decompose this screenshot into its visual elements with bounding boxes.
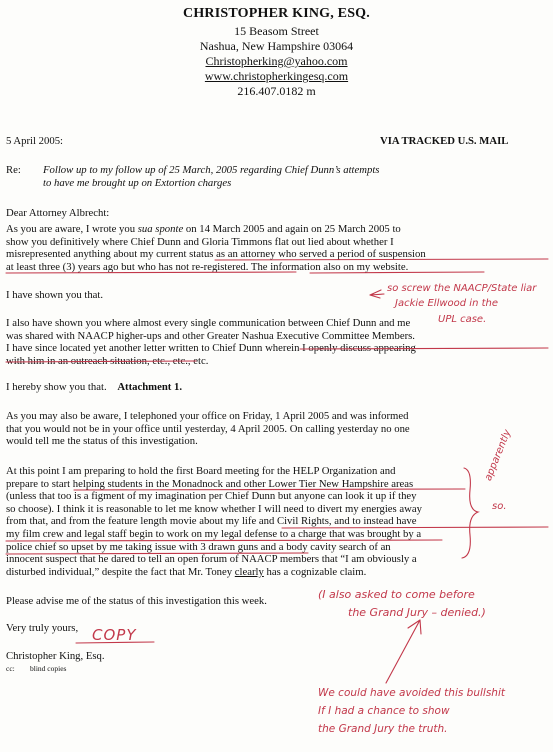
re-label: Re:	[6, 164, 21, 176]
handwritten-note-1-line-3: UPL case.	[438, 314, 487, 325]
letterhead-website-link[interactable]: www.christopherkingesq.com	[204, 69, 349, 83]
handwritten-copy-signature: COPY	[92, 626, 137, 644]
paragraph-6-line-1: At this point I am preparing to hold the first Board meeting for the HELP Organization and	[6, 465, 396, 477]
paragraph-1-line-2: show you definitively where Chief Dunn and Gloria Timmons flat out lied about whether I	[6, 235, 394, 248]
p6-line9-underlined: clearly	[234, 565, 264, 578]
p6-line9-start: disturbed individual,” despite the fact that Mr. Toney	[6, 565, 235, 578]
paragraph-3-line-1: I also have shown you where almost every single communication between Chief Dunn and me	[6, 317, 411, 329]
handwritten-note-4-line-1: We could have avoided this bullshit	[318, 687, 505, 699]
cc-label: cc:	[6, 664, 15, 673]
p1-line1-italic: sua sponte	[137, 223, 184, 235]
paragraph-6-line-3: (unless that too is a figment of my imagination per Chief Dunn but anyone can look it up if they	[6, 490, 417, 503]
paragraph-1-line-4: at least three (3) years ago but who has not re-registered. The information also on my website.	[6, 260, 409, 273]
re-line-2: to have me brought up on Extortion charges	[43, 177, 232, 189]
paragraph-4	[6, 381, 182, 394]
letterhead-phone: 216.407.0182 m	[237, 84, 316, 98]
handwritten-note-2-line-2: so.	[492, 501, 507, 512]
paragraph-6-line-7: police chief so upset by me taking issue with 3 drawn guns and a body cavity search of an	[6, 540, 391, 553]
re-line-1: Follow up to my follow up of 25 March, 2005 regarding Chief Dunn’s attempts	[43, 164, 380, 176]
signer-name: Christopher King, Esq.	[6, 650, 105, 662]
paragraph-6-line-6: my film crew and legal staff begin to work on my legal defense to a charge that was brought by a	[6, 527, 422, 540]
paragraph-7: Please advise me of the status of this investigation this week.	[6, 595, 267, 607]
paragraph-3-line-3: I have since located yet another letter written to Chief Dunn wherein I openly discuss appearing	[6, 342, 416, 355]
paragraph-2: I have shown you that.	[6, 289, 104, 301]
paragraph-6-line-5: from that, and from the feature length movie about my life and Civil Rights, and to instead have	[6, 515, 417, 528]
arrow-to-note-4	[386, 620, 421, 683]
handwritten-note-3-line-1: (I also asked to come before	[318, 588, 475, 601]
paragraph-1	[6, 223, 546, 273]
handwritten-note-3-line-2: the Grand Jury – denied.)	[348, 606, 486, 619]
letterhead-name: CHRISTOPHER KING, ESQ.	[183, 6, 370, 21]
paragraph-5-line-3: would tell me the status of this investigation.	[6, 435, 198, 448]
handwritten-note-2-line-1: apparently	[482, 428, 514, 483]
delivery-method: VIA TRACKED U.S. MAIL	[380, 135, 509, 147]
paragraph-4-text: I hereby show you that.	[6, 381, 107, 393]
letterhead-street: 15 Beasom Street	[234, 24, 319, 38]
p6-line9-end: has a cognizable claim.	[263, 565, 367, 578]
paragraph-3-line-4: with him in an outreach situation, etc., etc., etc.	[6, 354, 209, 367]
letter-date: 5 April 2005:	[6, 135, 64, 147]
arrow-to-note-1	[370, 290, 384, 298]
attachment-label: Attachment 1.	[117, 381, 183, 393]
closing: Very truly yours,	[6, 622, 79, 634]
p1-line1-start: As you are aware, I wrote you	[6, 223, 138, 235]
paragraph-6-line-8: innocent suspect that he dared to tell an open forum of NAACP members that “I am obviously a	[6, 553, 417, 566]
handwritten-note-1-line-2: Jackie Ellwood in the	[395, 298, 498, 309]
paragraph-1-line-3: misrepresented anything about my current status as an attorney who served a period of suspension	[6, 248, 426, 261]
paragraph-6-line-2: prepare to start helping students in the Monadnock and other Lower Tier New Hampshire areas	[6, 477, 414, 490]
paragraph-6-line-4: so choose). I think it is reasonable to let me know whether I will need to divert my energies away	[6, 502, 422, 515]
paragraph-3-line-2: was shared with NAACP higher-ups and other Greater Nashua Executive Committee Members.	[6, 329, 415, 342]
paragraph-1-line-1	[6, 223, 546, 236]
paragraph-6	[6, 465, 546, 578]
paragraph-5-line-1: As you may also be aware, I telephoned your office on Friday, 1 April 2005 and was informed	[6, 410, 409, 422]
cc-value: blind copies	[30, 664, 67, 673]
handwritten-note-4-line-2: If I had a chance to show	[318, 705, 450, 717]
paragraph-5-line-2: that you would not be in your office until yesterday, 4 April 2005. On calling yesterday no one	[6, 422, 410, 435]
handwritten-note-1-line-1: so screw the NAACP/State liar	[387, 283, 537, 294]
paragraph-6-line-9	[6, 566, 546, 579]
letterhead-email-link[interactable]: Christopherking@yahoo.com	[205, 54, 348, 68]
salutation: Dear Attorney Albrecht:	[6, 207, 110, 219]
paragraph-5	[6, 410, 546, 448]
letterhead-city: Nashua, New Hampshire 03064	[199, 39, 354, 53]
handwritten-note-4-line-3: the Grand Jury the truth.	[318, 723, 448, 735]
p1-line1-end: on 14 March 2005 and again on 25 March 2005 to	[183, 223, 401, 235]
